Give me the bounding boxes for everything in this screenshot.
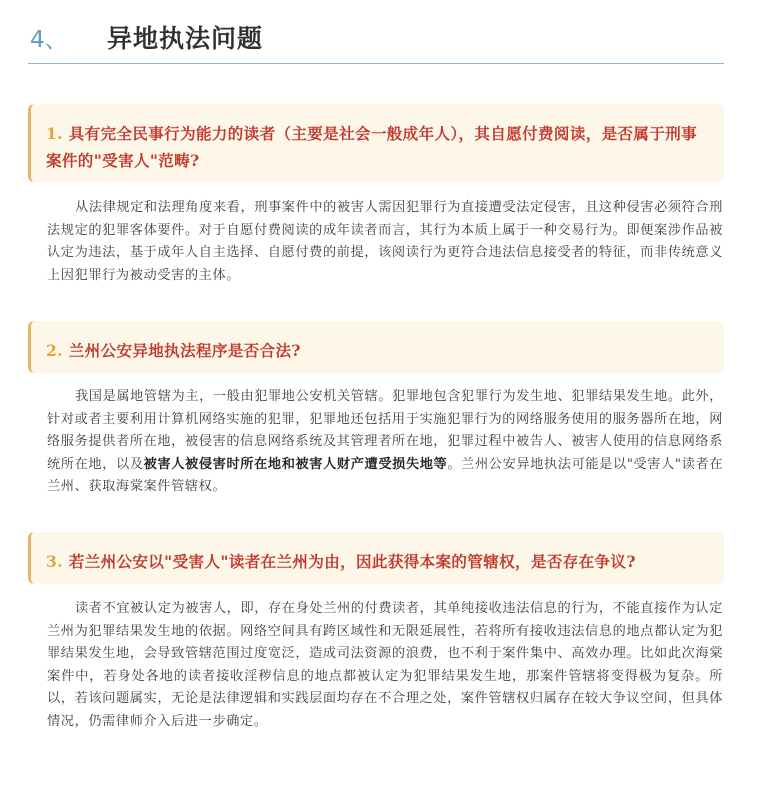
question-box-1: [28, 104, 724, 182]
answer-2-emphasis: 被害人被侵害时所在地和被害人财产遭受损失地等: [143, 456, 448, 472]
answer-2-paragraph: 我国是属地管辖为主，一般由犯罪地公安机关管辖。犯罪地包含犯罪行为发生地、犯罪结果发生地。此外，针对或者主要利用计算机网络实施的犯罪，犯罪地还包括用于实施犯罪行为的网络服务使用的服务器所在地，网络服务提供者所在地，被侵害的信息网络系统及其管理者所在地，犯罪过程中被告人、被害人使用的信息网络系统所在地，以及被害人被侵害时所在地和被害人财产遭受损失地等。兰州公安异地执法可能是以"受害人"读者在兰州、获取海棠案件管辖权。: [47, 389, 724, 494]
question-2-text: 2. 兰州公安异地执法程序是否合法?: [46, 341, 301, 360]
question-box-3: [28, 532, 724, 584]
section-title: 异地执法问题: [107, 24, 264, 53]
question-3-text: 3. 若兰州公安以"受害人"读者在兰州为由，因此获得本案的管辖权，是否存在争议?: [46, 552, 636, 571]
answer-1-paragraph: 从法律规定和法理角度来看，刑事案件中的被害人需因犯罪行为直接遭受法定侵害，且这种侵害必须符合刑法规定的犯罪客体要件。对于自愿付费阅读的成年读者而言，其行为本质上属于一种交易行为。即便案涉作品被认定为违法，基于成年人自主选择、自愿付费的前提，该阅读行为更符合违法信息接受者的特征，而非传统意义上因犯罪行为被动受害的主体。: [47, 200, 724, 283]
section-number: 4、: [30, 27, 68, 53]
answer-3-paragraph: 读者不宜被认定为被害人，即，存在身处兰州的付费读者，其单纯接收违法信息的行为，不能直接作为认定兰州为犯罪结果发生地的依据。网络空间具有跨区域性和无限延展性，若将所有接收违法信息的地点都认定为犯罪结果发生地，会导致管辖范围过度宽泛，造成司法资源的浪费，也不利于案件集中、高效办理。比如此次海棠案件中，若身处各地的读者接收淫秽信息的地点都被认定为犯罪结果发生地，那案件管辖将变得极为复杂。所以，若该问题属实，无论是法律逻辑和实践层面均存在不合理之处，案件管辖权归属存在较大争议空间，但具体情况，仍需律师介入后进一步确定。: [47, 601, 724, 729]
question-box-2: [28, 321, 724, 373]
section-header: [28, 18, 724, 64]
question-1-text: 1. 具有完全民事行为能力的读者（主要是社会一般成年人），其自愿付费阅读，是否属于刑事案件的"受害人"范畴?: [46, 124, 698, 170]
